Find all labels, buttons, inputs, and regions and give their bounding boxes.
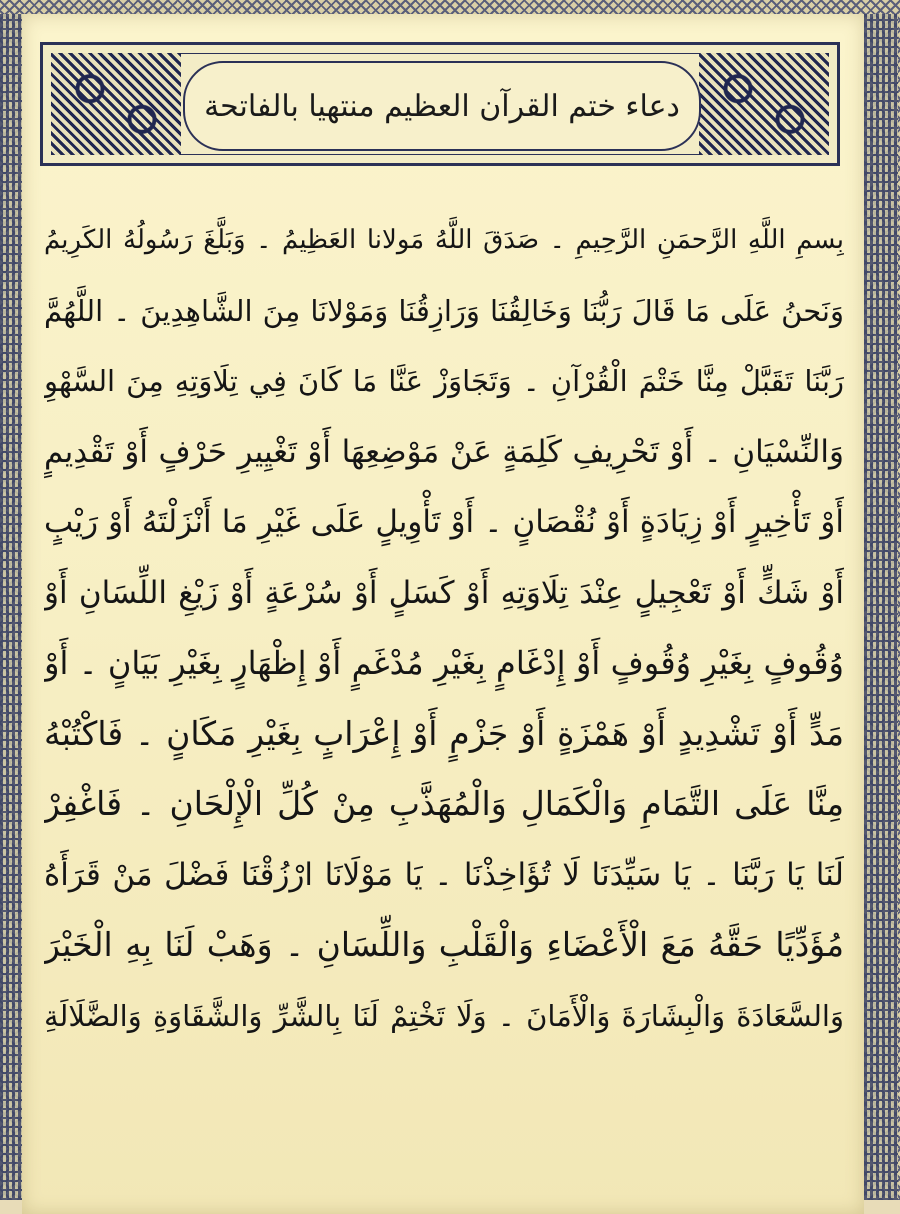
header-frame [40, 42, 840, 166]
text-line-4: وَالنِّسْيَانِ ۔ أَوْ تَحْرِيفِ كَلِمَةٍ عَنْ مَوْضِعِهَا أَوْ تَغْيِيرِ حَرْفٍ أَوْ تَقْدِيمٍ [44, 433, 844, 470]
ornament-left [51, 53, 181, 155]
text-line-6: أَوْ شَكٍّ أَوْ تَعْجِيلٍ عِنْدَ تِلَاوَتِهِ أَوْ كَسَلٍ أَوْ سُرْعَةٍ أَوْ زَيْغِ اللِّسَانِ أَوْ [44, 574, 844, 611]
text-line-9: مِنَّا عَلَى التَّمَامِ وَالْكَمَالِ وَالْمُهَذَّبِ مِنْ كُلِّ الْإِلْحَانِ ۔ فَاغْفِرْ [44, 784, 844, 823]
text-line-5: أَوْ تَأْخِيرٍ أَوْ زِيَادَةٍ أَوْ نُقْصَانٍ ۔ أَوْ تَأْوِيلٍ عَلَى غَيْرِ مَا أَنْزَلْتَهُ أَوْ رَيْبٍ [44, 504, 844, 540]
text-line-3: رَبَّنَا تَقَبَّلْ مِنَّا خَتْمَ الْقُرْآنِ ۔ وَتَجَاوَزْ عَنَّا مَا كَانَ فِي تِلَاوَتِهِ مِنَ السَّهْوِ [44, 364, 844, 398]
text-line-8: مَدٍّ أَوْ تَشْدِيدٍ أَوْ هَمْزَةٍ أَوْ جَزْمٍ أَوْ إِعْرَابٍ بِغَيْرِ مَكَانٍ ۔ فَاكْتُبْهُ [44, 713, 844, 753]
text-line-12: وَالسَّعَادَةَ وَالْبِشَارَةَ وَالْأَمَانَ ۔ وَلَا تَخْتِمْ لَنَا بِالشَّرِّ وَالشَّقَاوَةِ وَالضَّلَالَةِ [44, 998, 844, 1033]
text-line-10: لَنَا يَا رَبَّنَا ۔ يَا سَيِّدَنَا لَا تُؤَاخِذْنَا ۔ يَا مَوْلَانَا ارْزُقْنَا فَضْلَ مَنْ قَرَأَهُ [44, 856, 844, 893]
title-cartouche [183, 61, 701, 151]
text-line-1: بِسمِ اللَّهِ الرَّحمَنِ الرَّحِيمِ ۔ صَدَقَ اللَّهُ مَولانا العَظِيمُ ۔ وَبَلَّغَ رَسُولُهُ الكَرِيمُ [44, 225, 844, 255]
prayer-text [44, 205, 844, 1051]
text-line-11: مُؤَدِّيًا حَقَّهُ مَعَ الْأَعْضَاءِ وَالْقَلْبِ وَاللِّسَانِ ۔ وَهَبْ لَنَا بِهِ الْخَيْرَ [44, 925, 844, 964]
text-line-7: وُقُوفٍ بِغَيْرِ وُقُوفٍ أَوْ إِدْغَامٍ بِغَيْرِ مُدْغَمٍ أَوْ إِظْهَارٍ بِغَيْرِ بَيَانٍ ۔ أَوْ [44, 644, 844, 682]
decorative-border-right [864, 14, 898, 1200]
ornament-right [699, 53, 829, 155]
page-title: دعاء ختم القرآن العظيم منتهيا بالفاتحة [204, 88, 680, 124]
text-line-2: وَنَحنُ عَلَى مَا قَالَ رَبُّنَا وَخَالِقُنَا وَرَازِقُنَا وَمَوْلانَا مِنَ الشَّاهِدِينَ ۔ اللَّهُمَّ [44, 293, 844, 328]
